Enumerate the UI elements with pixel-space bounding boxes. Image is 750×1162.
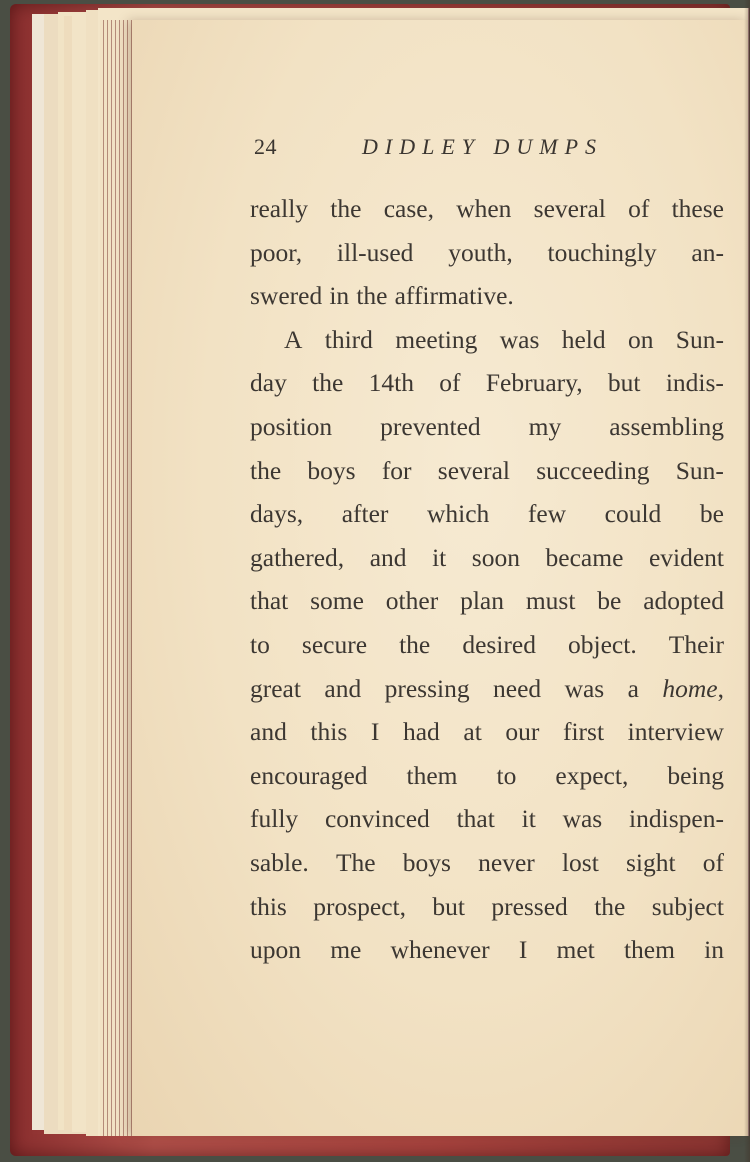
text-word: sable. [250,847,309,877]
text-word: A [284,324,303,354]
text-word: the [399,629,431,659]
text-word: never [478,847,535,877]
text-word: plan [460,586,504,616]
text-line [250,754,724,798]
text-word: this [310,717,348,747]
text-word: it [432,542,447,572]
text-word: prospect, [313,891,406,921]
text-word: fully [250,804,299,834]
text-word: me [330,935,362,965]
text-word: had [402,717,440,747]
text-word: being [667,760,724,790]
text-line [250,579,724,623]
text-word: be [597,586,622,616]
text-word: few [527,499,567,529]
text-word: upon [250,935,301,965]
text-word: pressing [384,673,470,703]
text-word: the [356,281,388,311]
text-word: need [493,673,542,703]
text-word: them [406,760,458,790]
text-word: succeeding [536,455,650,485]
text-word: of [439,368,461,398]
text-word: case, [383,194,434,223]
text-word: assembling [609,411,724,441]
text-word: boys [307,455,356,485]
text-line [250,841,724,885]
text-line [250,274,724,318]
text-word: on [627,324,654,354]
text-word: met [556,935,595,965]
text-word: interview [627,717,724,747]
text-word: must [525,586,576,616]
text-word: was [499,324,540,354]
text-word: ill-used [336,237,414,267]
text-word: position [250,411,333,441]
text-word: the [312,368,344,398]
text-word: these [671,194,724,223]
text-word: meeting [395,324,478,354]
text-word: lost [561,847,599,877]
text-word: to [496,760,517,790]
text-line [250,361,724,405]
text-line [250,928,724,972]
text-word: indispen- [629,804,724,834]
text-word: but [432,891,465,921]
text-line [250,885,724,929]
text-word: days, [250,499,304,529]
text-word: the [330,194,362,223]
text-word: of [628,194,650,223]
text-word: subject [651,891,724,921]
text-word: my [528,411,562,441]
text-word: for [381,455,412,485]
text-word: it [521,804,536,834]
text-word: evident [648,542,724,572]
text-word: was [562,804,603,834]
text-word: really [250,194,309,223]
text-word: object. [568,629,637,659]
text-word: and [369,542,407,572]
text-line [250,405,724,449]
text-word: secure [301,629,368,659]
text-word: sight [625,847,676,877]
text-word: in [329,281,350,311]
text-word: a [627,673,639,703]
text-line [250,667,724,711]
text-word: soon [471,542,520,572]
text-word: great [250,673,301,703]
text-word: this [250,891,287,921]
text-line [250,318,724,362]
text-word: whenever [390,935,490,965]
running-title: DIDLEY DUMPS [362,134,604,159]
text-word: other [385,586,439,616]
text-line [250,492,724,536]
text-word: adopted [643,586,724,616]
text-word: encouraged [250,760,368,790]
text-word: was [564,673,605,703]
text-word: poor, [250,237,303,267]
text-word: the [594,891,626,921]
text-word: at [463,717,482,747]
text-word: in [704,935,724,965]
text-word: I [370,717,380,747]
text-word: after [341,499,389,529]
text-word: desired [462,629,536,659]
text-word: and [250,717,287,747]
text-word: gathered, [250,542,345,572]
text-word: our [505,717,540,747]
text-line [250,449,724,493]
text-word: third [324,324,373,354]
text-word: the [250,455,282,485]
text-word: February, [485,368,583,398]
text-word: swered [250,281,323,311]
page-body-text [250,187,724,972]
text-word: I [518,935,528,965]
text-word: became [545,542,624,572]
text-word: day [250,368,287,398]
text-word: of [702,847,724,877]
text-word: that [250,586,289,616]
page-number: 24 [254,134,277,159]
text-word: boys [402,847,451,877]
text-word: that [456,804,495,834]
text-word: when [456,194,512,223]
text-word: touchingly [547,237,657,267]
text-word: them [623,935,675,965]
text-word: home, [662,673,724,703]
text-word: but [607,368,641,398]
text-word: Sun- [675,324,724,354]
edge-shadow [744,0,750,1162]
page-edges [100,20,132,1136]
text-word: held [561,324,606,354]
text-line [250,623,724,667]
text-word: convinced [324,804,430,834]
text-line [250,231,724,275]
text-word: indis- [665,368,724,398]
text-line [250,536,724,580]
text-word: several [533,194,606,223]
text-line [250,187,724,231]
text-word: several [437,455,510,485]
text-word: Sun- [675,455,724,485]
text-word: be [699,499,724,529]
text-word: prevented [380,411,481,441]
text-word: pressed [491,891,568,921]
text-word: and [324,673,362,703]
text-line [250,710,724,754]
text-word: first [562,717,605,747]
text-word: which [426,499,490,529]
text-word: could [604,499,662,529]
text-word: affirmative. [394,281,514,311]
text-word: 14th [368,368,414,398]
text-word: The [335,847,376,877]
text-word: some [310,586,364,616]
text-word: to [250,629,270,659]
text-word: youth, [448,237,513,267]
text-word: expect, [555,760,629,790]
text-word: an- [691,237,724,267]
text-word: Their [668,629,724,659]
text-line [250,797,724,841]
